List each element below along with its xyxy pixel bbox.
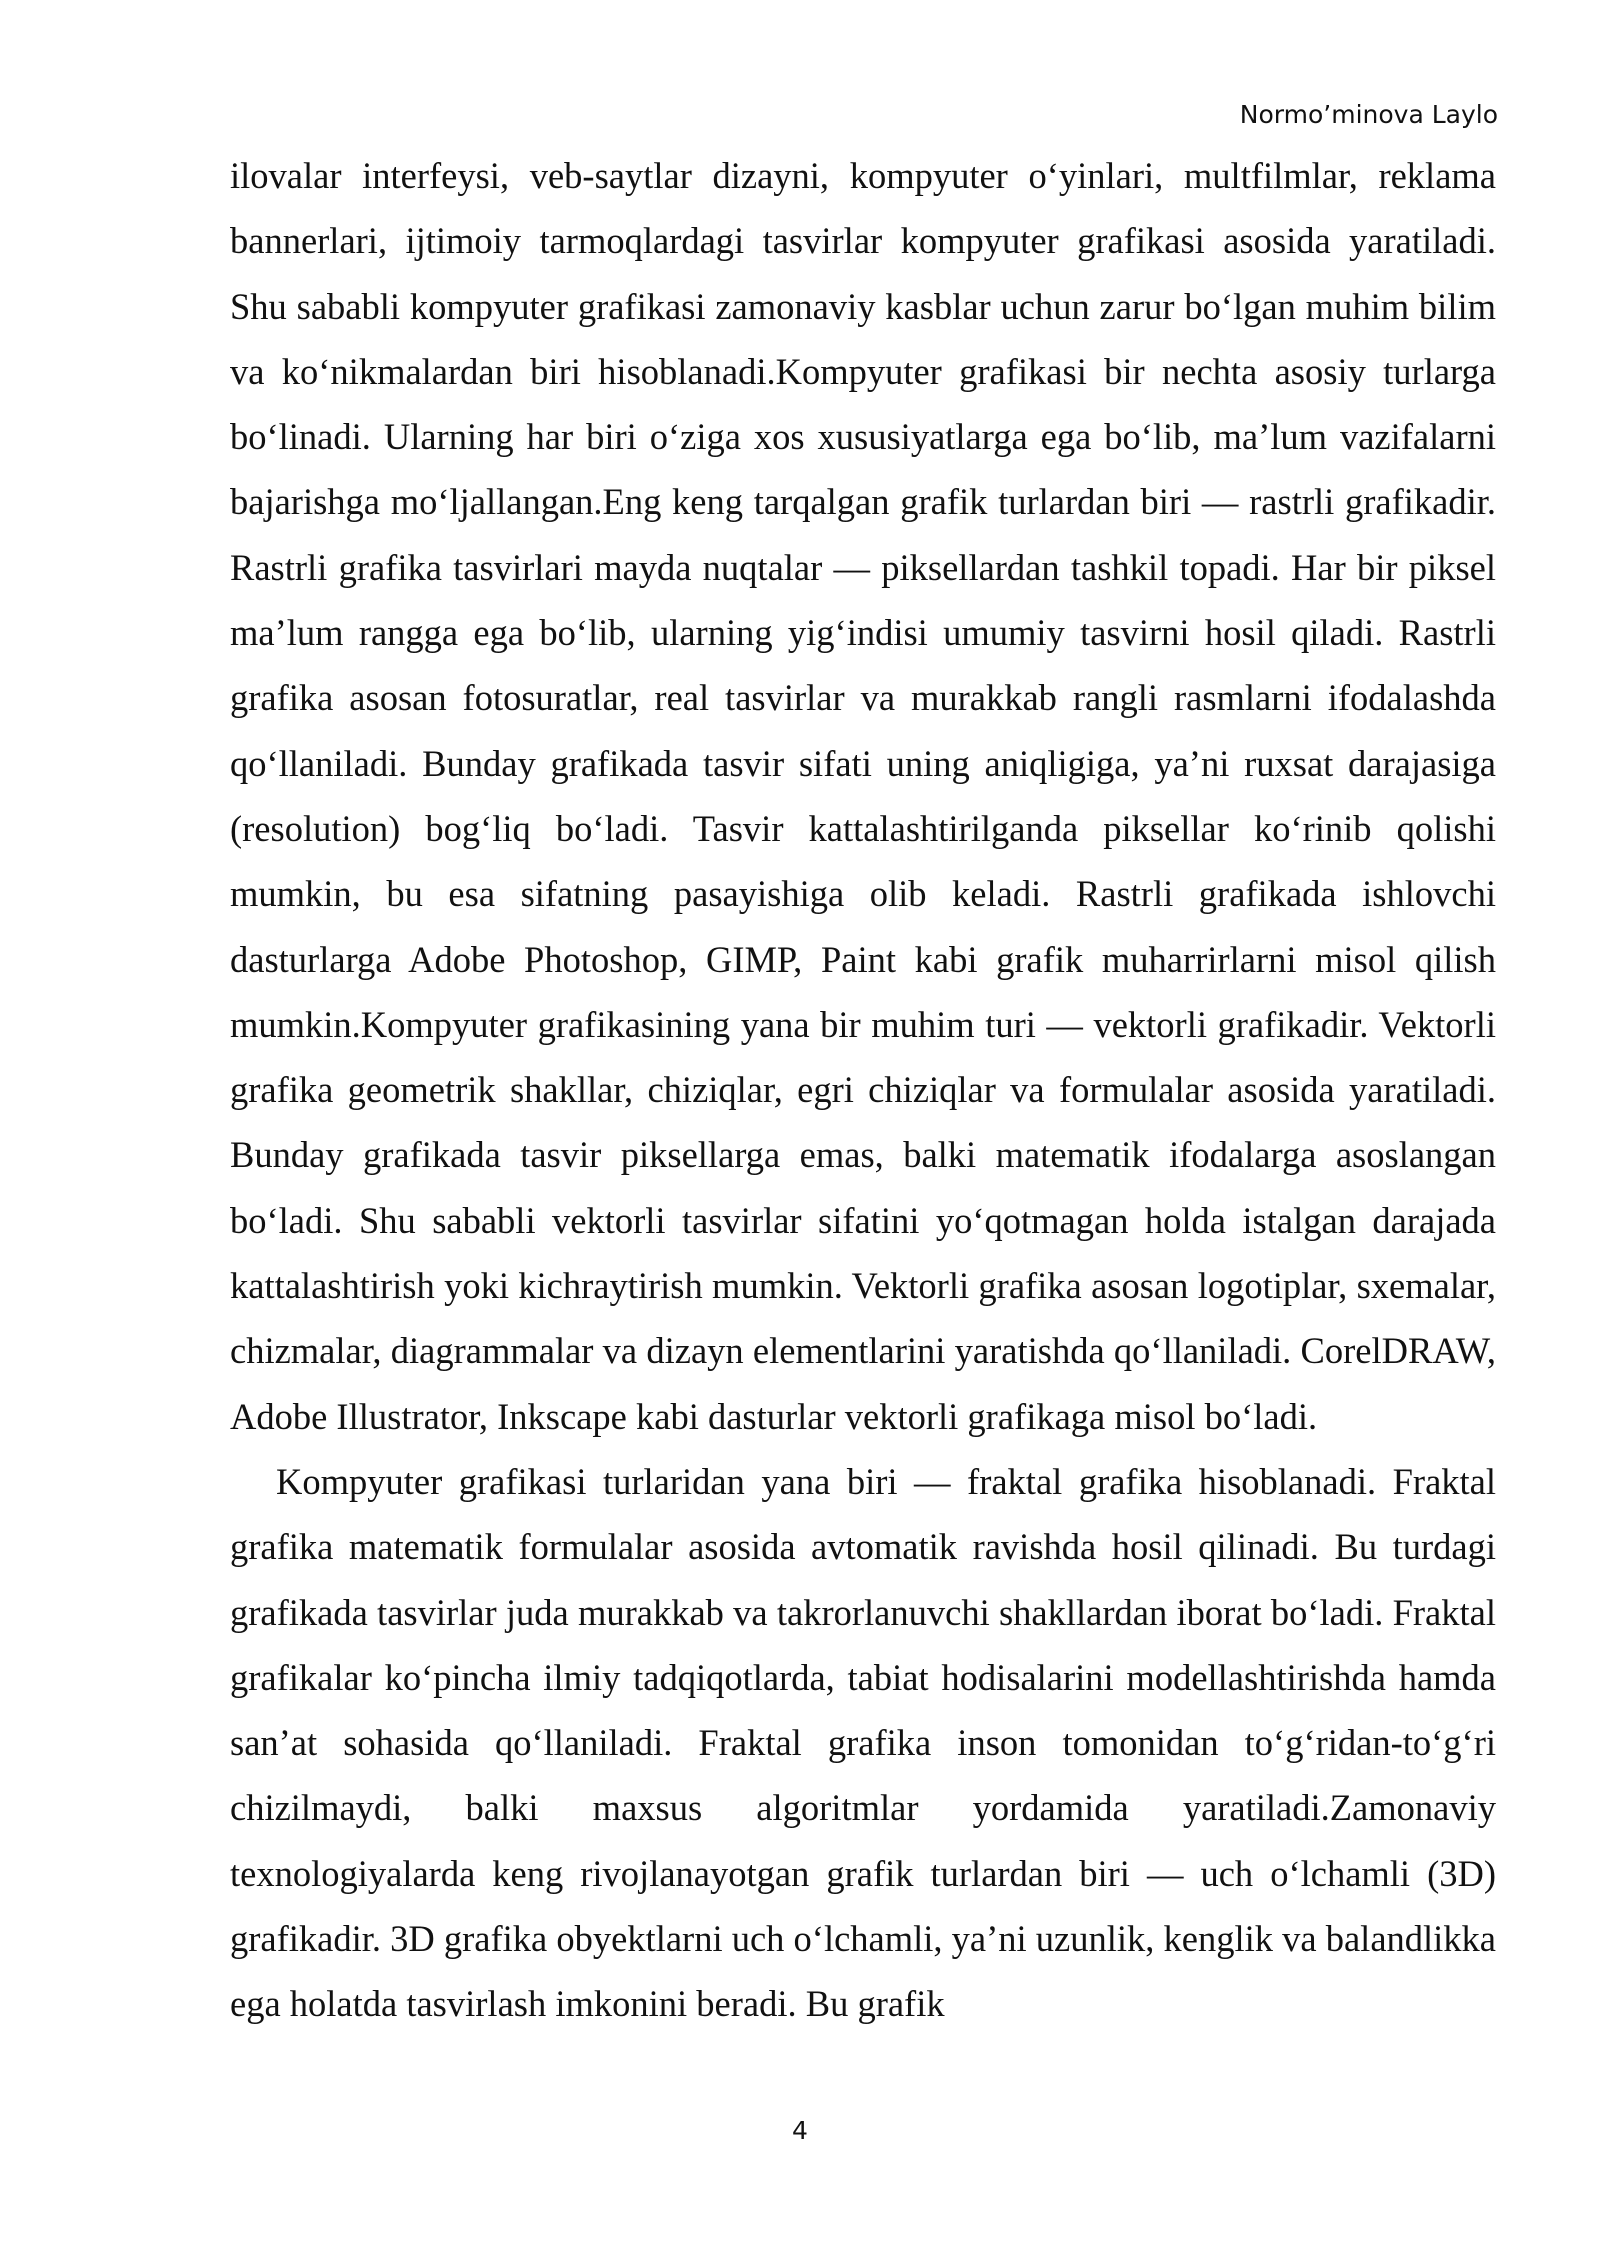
- paragraph-2: Kompyuter grafikasi turlaridan yana biri — fraktal grafika hisoblanadi. Fraktal grafika matematik formulalar asosida avtomatik ravishda hosil qilinadi. Bu turdagi grafikada tasvirlar juda murakkab va takrorlanuvchi shakllardan iborat bo‘ladi. Fraktal grafikalar ko‘pincha ilmiy tadqiqotlarda, tabiat hodisalarini modellashtirishda hamda san’at sohasida qo‘llaniladi. Fraktal grafika inson tomonidan to‘g‘ridan-to‘g‘ri chizilmaydi, balki maxsus algoritmlar yordamida yaratiladi.Zamonaviy texnologiyalarda keng rivojlanayotgan grafik turlardan biri — uch o‘lchamli (3D) grafikadir. 3D grafika obyektlarni uch o‘lchamli, ya’ni uzunlik, kenglik va balandlikka ega holatda tasvirlash imkonini beradi. Bu grafik: [230, 1460, 1496, 2025]
- header-author: Normo’minova Laylo: [1239, 100, 1498, 129]
- body-text: [230, 143, 1496, 2037]
- page-number: 4: [792, 2116, 808, 2145]
- paragraph-1: ilovalar interfeysi, veb-saytlar dizayni, kompyuter o‘yinlari, multfilmlar, reklama bannerlari, ijtimoiy tarmoqlardagi tasvirlar kompyuter grafikasi asosida yaratiladi. Shu sababli kompyuter grafikasi zamonaviy kasblar uchun zarur bo‘lgan muhim bilim va ko‘nikmalardan biri hisoblanadi.Kompyuter grafikasi bir nechta asosiy turlarga bo‘linadi. Ularning har biri o‘ziga xos xususiyatlarga ega bo‘lib, ma’lum vazifalarni bajarishga mo‘ljallangan.Eng keng tarqalgan grafik turlardan biri — rastrli grafikadir. Rastrli grafika tasvirlari mayda nuqtalar — piksellardan tashkil topadi. Har bir piksel ma’lum rangga ega bo‘lib, ularning yig‘indisi umumiy tasvirni hosil qiladi. Rastrli grafika asosan fotosuratlar, real tasvirlar va murakkab rangli rasmlarni ifodalashda qo‘llaniladi. Bunday grafikada tasvir sifati uning aniqligiga, ya’ni ruxsat darajasiga (resolution) bog‘liq bo‘ladi. Tasvir kattalashtirilganda piksellar ko‘rinib qolishi mumkin, bu esa sifatning pasayishiga olib keladi. Rastrli grafikada ishlovchi dasturlarga Adobe Photoshop, GIMP, Paint kabi grafik muharrirlarni misol qilish mumkin.Kompyuter grafikasining yana bir muhim turi — vektorli grafikadir. Vektorli grafika geometrik shakllar, chiziqlar, egri chiziqlar va formulalar asosida yaratiladi. Bunday grafikada tasvir piksellarga emas, balki matematik ifodalarga asoslangan bo‘ladi. Shu sababli vektorli tasvirlar sifatini yo‘qotmagan holda istalgan darajada kattalashtirish yoki kichraytirish mumkin. Vektorli grafika asosan logotiplar, sxemalar, chizmalar, diagrammalar va dizayn elementlarini yaratishda qo‘llaniladi. CorelDRAW, Adobe Illustrator, Inkscape kabi dasturlar vektorli grafikaga misol bo‘ladi.: [230, 155, 1496, 1437]
